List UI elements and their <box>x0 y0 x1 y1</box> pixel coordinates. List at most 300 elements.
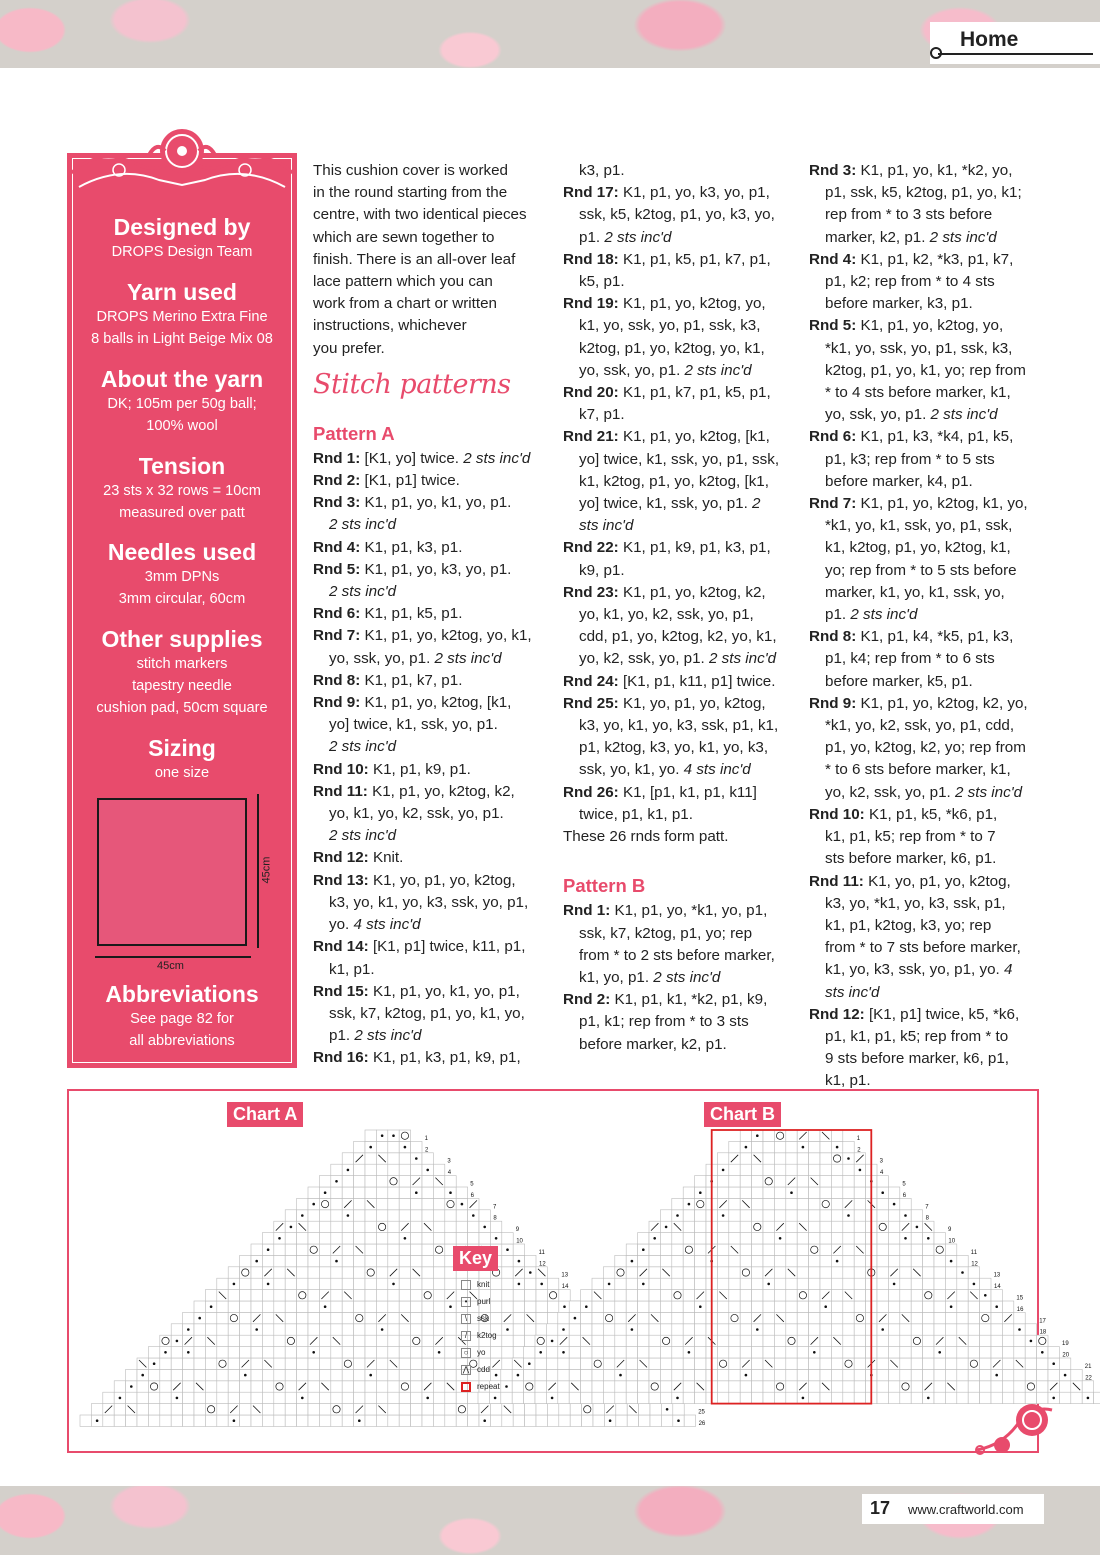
chart-cell <box>615 1255 626 1266</box>
round-label: Rnd 23: <box>563 583 619 601</box>
purl-dot <box>130 1385 133 1388</box>
chart-cell <box>262 1381 273 1392</box>
chart-cell <box>957 1278 968 1289</box>
pattern-a-heading: Pattern A <box>313 422 395 444</box>
chart-cell <box>297 1244 308 1255</box>
chart-cell <box>285 1358 296 1369</box>
chart-cell <box>354 1335 365 1346</box>
chart-cell <box>877 1301 888 1312</box>
chart-cell <box>683 1187 694 1198</box>
chart-cell <box>285 1415 296 1426</box>
instruction-text: yo; rep from * to 5 sts before <box>825 561 1017 579</box>
section-heading: Sizing <box>148 735 216 761</box>
chart-cell <box>388 1335 399 1346</box>
chart-cell <box>843 1312 854 1323</box>
row-number: 5 <box>470 1181 474 1188</box>
chart-cell <box>512 1381 523 1392</box>
chart-cell <box>649 1347 660 1358</box>
chart-cell <box>399 1415 410 1426</box>
purl-dot <box>562 1351 565 1354</box>
yarn-section <box>67 278 297 350</box>
instruction-line <box>563 182 803 204</box>
chart-cell <box>603 1335 614 1346</box>
chart-cell <box>660 1369 671 1380</box>
chart-cell <box>740 1392 751 1403</box>
chart-cell <box>365 1335 376 1346</box>
chart-cell <box>820 1187 831 1198</box>
chart-cell <box>729 1324 740 1335</box>
chart-cell <box>308 1278 319 1289</box>
chart-cell <box>569 1335 580 1346</box>
round-label: Rnd 2: <box>563 991 611 1009</box>
instruction-line <box>809 471 1049 493</box>
purl-dot <box>676 1397 679 1400</box>
instruction-line <box>809 759 1049 781</box>
chart-cell <box>809 1221 820 1232</box>
row-number: 7 <box>925 1204 929 1211</box>
chart-cell <box>717 1324 728 1335</box>
chart-cell <box>945 1392 956 1403</box>
chart-cell <box>660 1324 671 1335</box>
instruction-text: yo, k1, yo, k2, ssk, yo, p1. <box>329 805 504 823</box>
instruction-line <box>809 937 1049 959</box>
chart-cell <box>763 1233 774 1244</box>
chart-cell <box>809 1210 820 1221</box>
chart-cell <box>433 1312 444 1323</box>
chart-cell <box>342 1404 353 1415</box>
instruction-text: p1, yo, k2tog, k2, yo; rep from <box>825 739 1026 757</box>
chart-cell <box>411 1312 422 1323</box>
instruction-text: k3, p1. <box>579 162 625 179</box>
chart-cell <box>683 1233 694 1244</box>
chart-cell <box>786 1392 797 1403</box>
section-text: See page 82 for <box>130 1011 234 1027</box>
chart-cell <box>740 1301 751 1312</box>
chart-cell <box>228 1392 239 1403</box>
key-label: knit <box>477 1280 490 1290</box>
chart-cell <box>695 1176 706 1187</box>
purl-dot <box>927 1237 930 1240</box>
chart-cell <box>354 1255 365 1266</box>
chart-cell <box>774 1153 785 1164</box>
chart-cell <box>786 1244 797 1255</box>
chart-cell <box>445 1210 456 1221</box>
chart-cell <box>888 1233 899 1244</box>
chart-cell <box>388 1290 399 1301</box>
chart-cell <box>445 1278 456 1289</box>
instruction-line <box>809 360 1049 382</box>
chart-cell <box>660 1347 671 1358</box>
chart-cell <box>980 1369 991 1380</box>
instruction-text: p1, ssk, k5, k2tog, p1, yo, k1; <box>825 184 1022 202</box>
chart-cell <box>945 1244 956 1255</box>
round-label: Rnd 3: <box>809 162 857 179</box>
chart-cell <box>160 1404 171 1415</box>
purl-dot <box>836 1146 839 1149</box>
chart-cell <box>399 1347 410 1358</box>
instruction-text: p1, k4; rep from * to 6 sts <box>825 650 995 668</box>
chart-cell <box>877 1381 888 1392</box>
chart-cell <box>843 1335 854 1346</box>
chart-cell <box>297 1324 308 1335</box>
chart-cell <box>331 1278 342 1289</box>
chart-cell <box>262 1415 273 1426</box>
chart-cell <box>354 1141 365 1152</box>
chart-cell <box>786 1164 797 1175</box>
purl-dot <box>562 1328 565 1331</box>
chart-cell <box>194 1369 205 1380</box>
chart-cell <box>240 1392 251 1403</box>
chart-cell <box>388 1221 399 1232</box>
row-number: 14 <box>994 1284 1001 1291</box>
chart-cell <box>695 1233 706 1244</box>
chart-cell <box>854 1301 865 1312</box>
chart-cell <box>831 1164 842 1175</box>
chart-cell <box>820 1278 831 1289</box>
chart-cell <box>717 1381 728 1392</box>
instruction-text: [K1, p1] twice, k11, p1, <box>372 938 526 956</box>
chart-cell <box>388 1369 399 1380</box>
chart-cell <box>592 1369 603 1380</box>
chart-cell <box>809 1392 820 1403</box>
row-number: 1 <box>856 1135 861 1142</box>
chart-cell <box>877 1369 888 1380</box>
chart-cell <box>365 1415 376 1426</box>
chart-cell <box>342 1187 353 1198</box>
purl-dot <box>995 1305 998 1308</box>
purl-dot <box>369 1374 372 1377</box>
instruction-text: [K1, p1] twice, k5, *k6, <box>868 1005 1020 1023</box>
chart-cell <box>752 1210 763 1221</box>
instruction-line <box>313 803 553 825</box>
purl-dot <box>904 1237 907 1240</box>
instruction-text: K1, p1, yo, *k1, yo, p1, <box>614 902 768 920</box>
instruction-text: K1, p1, k7, p1, k5, p1, <box>622 384 771 402</box>
chart-cell <box>809 1324 820 1335</box>
chart-cell <box>957 1301 968 1312</box>
chart-cell <box>911 1312 922 1323</box>
chart-cell <box>342 1415 353 1426</box>
chart-cell <box>422 1278 433 1289</box>
chart-cell <box>649 1324 660 1335</box>
chart-cell <box>399 1153 410 1164</box>
chart-cell <box>1014 1381 1025 1392</box>
instruction-line <box>313 1047 553 1069</box>
instruction-text: K1, p1, k1, *k2, p1, k9, <box>614 991 768 1009</box>
chart-cell <box>957 1381 968 1392</box>
chart-cell <box>683 1324 694 1335</box>
row-number: 22 <box>1085 1375 1092 1382</box>
instruction-line <box>563 315 803 337</box>
chart-cell <box>717 1255 728 1266</box>
instruction-text: yo, ssk, yo, p1. 2 sts inc'd <box>329 649 502 667</box>
chart-cell <box>171 1415 182 1426</box>
chart-cell <box>274 1255 285 1266</box>
chart-cell <box>695 1392 706 1403</box>
chart-cell <box>388 1324 399 1335</box>
purl-dot <box>335 1180 338 1183</box>
chart-cell <box>376 1267 387 1278</box>
chart-cell <box>546 1324 557 1335</box>
chart-cell <box>411 1141 422 1152</box>
chart-a-title: Chart A <box>227 1102 303 1127</box>
chart-cell <box>251 1415 262 1426</box>
chart-cell <box>308 1404 319 1415</box>
chart-cell <box>831 1347 842 1358</box>
chart-cell <box>376 1233 387 1244</box>
chart-cell <box>752 1335 763 1346</box>
chart-cell <box>240 1312 251 1323</box>
chart-cell <box>308 1312 319 1323</box>
chart-cell <box>160 1415 171 1426</box>
chart-cell <box>774 1164 785 1175</box>
chart-cell <box>354 1301 365 1312</box>
chart-cell <box>888 1324 899 1335</box>
key-item-purl <box>461 1297 490 1307</box>
chart-cell <box>433 1324 444 1335</box>
chart-cell <box>968 1369 979 1380</box>
section-text: one size <box>154 765 210 781</box>
chart-cell <box>194 1392 205 1403</box>
instruction-line <box>809 626 1049 648</box>
chart-cell <box>376 1415 387 1426</box>
chart-cell <box>820 1153 831 1164</box>
instruction-text: K1, p1, k3, p1. <box>364 538 463 556</box>
chart-cell <box>809 1381 820 1392</box>
chart-cell <box>752 1187 763 1198</box>
chart-cell <box>923 1255 934 1266</box>
chart-cell <box>900 1347 911 1358</box>
chart-cell <box>683 1358 694 1369</box>
chart-cell <box>649 1301 660 1312</box>
chart-cell <box>354 1278 365 1289</box>
round-label: Rnd 6: <box>809 428 857 446</box>
chart-cell <box>934 1312 945 1323</box>
chart-cell <box>1014 1369 1025 1380</box>
chart-cell <box>638 1347 649 1358</box>
chart-cell <box>308 1358 319 1369</box>
purl-dot <box>1018 1328 1021 1331</box>
row-number: 21 <box>1084 1363 1092 1370</box>
chart-cell <box>877 1335 888 1346</box>
chart-cell <box>923 1335 934 1346</box>
chart-cell <box>615 1335 626 1346</box>
chart-cell <box>388 1164 399 1175</box>
chart-cell <box>820 1233 831 1244</box>
chart-cell <box>388 1244 399 1255</box>
chart-cell <box>695 1324 706 1335</box>
chart-cell <box>672 1358 683 1369</box>
chart-cell <box>524 1369 535 1380</box>
chart-cell <box>831 1301 842 1312</box>
chart-cell <box>365 1312 376 1323</box>
chart-cell <box>843 1392 854 1403</box>
footer-floral-banner <box>0 1486 1100 1555</box>
chart-cell <box>535 1358 546 1369</box>
supplies-section <box>67 625 297 719</box>
instruction-line <box>313 514 553 536</box>
instruction-line <box>809 271 1049 293</box>
row-number: 13 <box>993 1272 1001 1279</box>
chart-cell <box>888 1369 899 1380</box>
chart-cell <box>422 1267 433 1278</box>
chart-cell <box>945 1267 956 1278</box>
chart-cell <box>980 1301 991 1312</box>
chart-cell <box>524 1347 535 1358</box>
instruction-line <box>563 449 803 471</box>
chart-cell <box>980 1278 991 1289</box>
intro-line: you prefer. <box>313 339 385 357</box>
chart-cell <box>388 1404 399 1415</box>
purl-dot <box>973 1283 976 1286</box>
website-link[interactable]: www.craftworld.com <box>908 1502 1024 1517</box>
chart-cell <box>638 1392 649 1403</box>
chart-cell <box>411 1369 422 1380</box>
instruction-line <box>313 781 553 803</box>
chart-cell <box>285 1233 296 1244</box>
chart-cell <box>342 1244 353 1255</box>
chart-cell <box>581 1369 592 1380</box>
instruction-line <box>809 915 1049 937</box>
chart-cell <box>923 1244 934 1255</box>
chart-cell <box>786 1290 797 1301</box>
chart-cell <box>445 1415 456 1426</box>
instruction-line <box>809 449 1049 471</box>
chart-cell <box>763 1335 774 1346</box>
chart-cell <box>683 1381 694 1392</box>
chart-cell <box>285 1290 296 1301</box>
chart-cell <box>411 1301 422 1312</box>
purl-dot <box>290 1226 293 1229</box>
chart-cell <box>900 1392 911 1403</box>
round-label: Rnd 12: <box>313 849 369 867</box>
purl-dot <box>392 1134 395 1137</box>
instruction-text: K1, p1, yo, k2tog, k2, yo, <box>860 694 1028 712</box>
chart-cell <box>980 1347 991 1358</box>
instruction-line <box>563 1034 803 1056</box>
instruction-line <box>313 870 553 892</box>
instruction-line <box>809 515 1049 537</box>
instruction-text: 9 sts before marker, k6, p1, <box>825 1050 1010 1068</box>
chart-cell <box>456 1415 467 1426</box>
chart-cell <box>911 1392 922 1403</box>
purl-dot <box>381 1134 384 1137</box>
instruction-line <box>809 560 1049 582</box>
instruction-text: k1, k2tog, p1, yo, k2tog, [k1, <box>579 472 769 490</box>
chart-cell <box>308 1381 319 1392</box>
chart-cell <box>524 1392 535 1403</box>
chart-cell <box>934 1381 945 1392</box>
chart-cell <box>445 1324 456 1335</box>
instruction-text: K1, p1, yo, k2tog, yo, <box>860 317 1004 335</box>
instruction-line <box>809 959 1049 981</box>
purl-dot <box>176 1340 179 1343</box>
chart-cell <box>240 1381 251 1392</box>
chart-cell <box>376 1392 387 1403</box>
chart-cell <box>740 1290 751 1301</box>
chart-cell <box>900 1244 911 1255</box>
chart-cell <box>376 1278 387 1289</box>
chart-cell <box>683 1278 694 1289</box>
chart-cell <box>854 1347 865 1358</box>
width-label: 45cm <box>157 960 184 972</box>
chart-cell <box>843 1369 854 1380</box>
chart-cell <box>592 1312 603 1323</box>
instruction-text: marker, k2, p1. 2 sts inc'd <box>825 228 997 246</box>
instruction-line <box>809 227 1049 249</box>
chart-cell <box>774 1210 785 1221</box>
instruction-text: k3, yo, k1, yo, k3, ssk, p1, k1, <box>579 717 779 735</box>
row-number: 10 <box>516 1238 523 1245</box>
chart-cell <box>399 1267 410 1278</box>
chart-cell <box>411 1210 422 1221</box>
chart-cell <box>160 1381 171 1392</box>
instruction-text: before marker, k4, p1. <box>825 472 973 490</box>
instruction-line <box>809 604 1049 626</box>
purl-dot <box>301 1214 304 1217</box>
chart-cell <box>786 1358 797 1369</box>
chart-cell <box>274 1392 285 1403</box>
chart-cell <box>843 1176 854 1187</box>
chart-cell <box>968 1301 979 1312</box>
purl-dot <box>415 1157 418 1160</box>
chart-cell <box>388 1198 399 1209</box>
instruction-text: marker, k1, yo, k1, ssk, yo, <box>825 583 1005 601</box>
chart-cell <box>945 1358 956 1369</box>
chart-cell <box>660 1301 671 1312</box>
chart-cell <box>308 1324 319 1335</box>
instruction-line <box>809 204 1049 226</box>
chart-cell <box>911 1255 922 1266</box>
instruction-line <box>563 426 803 448</box>
chart-cell <box>365 1221 376 1232</box>
chart-cell <box>558 1312 569 1323</box>
purl-dot <box>505 1385 508 1388</box>
instruction-text: yo. 4 sts inc'd <box>329 916 421 934</box>
row-number: 16 <box>1016 1306 1024 1313</box>
chart-cell <box>638 1312 649 1323</box>
chart-cell <box>843 1324 854 1335</box>
chart-cell <box>854 1335 865 1346</box>
chart-cell <box>729 1347 740 1358</box>
chart-cell <box>729 1392 740 1403</box>
chart-cell <box>240 1301 251 1312</box>
page-number: 17 <box>870 1498 891 1518</box>
instruction-line <box>563 604 803 626</box>
needles-section <box>67 538 297 610</box>
chart-cell <box>1002 1358 1013 1369</box>
instruction-line <box>313 847 553 869</box>
chart-cell <box>569 1358 580 1369</box>
chart-cell <box>923 1347 934 1358</box>
chart-cell <box>126 1415 137 1426</box>
chart-cell <box>854 1392 865 1403</box>
chart-cell <box>683 1290 694 1301</box>
instruction-text: *k1, yo, ssk, yo, p1, ssk, k3, <box>825 339 1013 357</box>
chart-cell <box>763 1290 774 1301</box>
chart-cell <box>183 1404 194 1415</box>
chart-cell <box>660 1381 671 1392</box>
instruction-line <box>563 967 803 989</box>
chart-cell <box>820 1347 831 1358</box>
chart-cell <box>888 1244 899 1255</box>
chart-cell <box>512 1392 523 1403</box>
chart-cell <box>445 1221 456 1232</box>
chart-cell <box>535 1369 546 1380</box>
chart-cell <box>399 1324 410 1335</box>
chart-cell <box>660 1233 671 1244</box>
chart-cell <box>251 1290 262 1301</box>
